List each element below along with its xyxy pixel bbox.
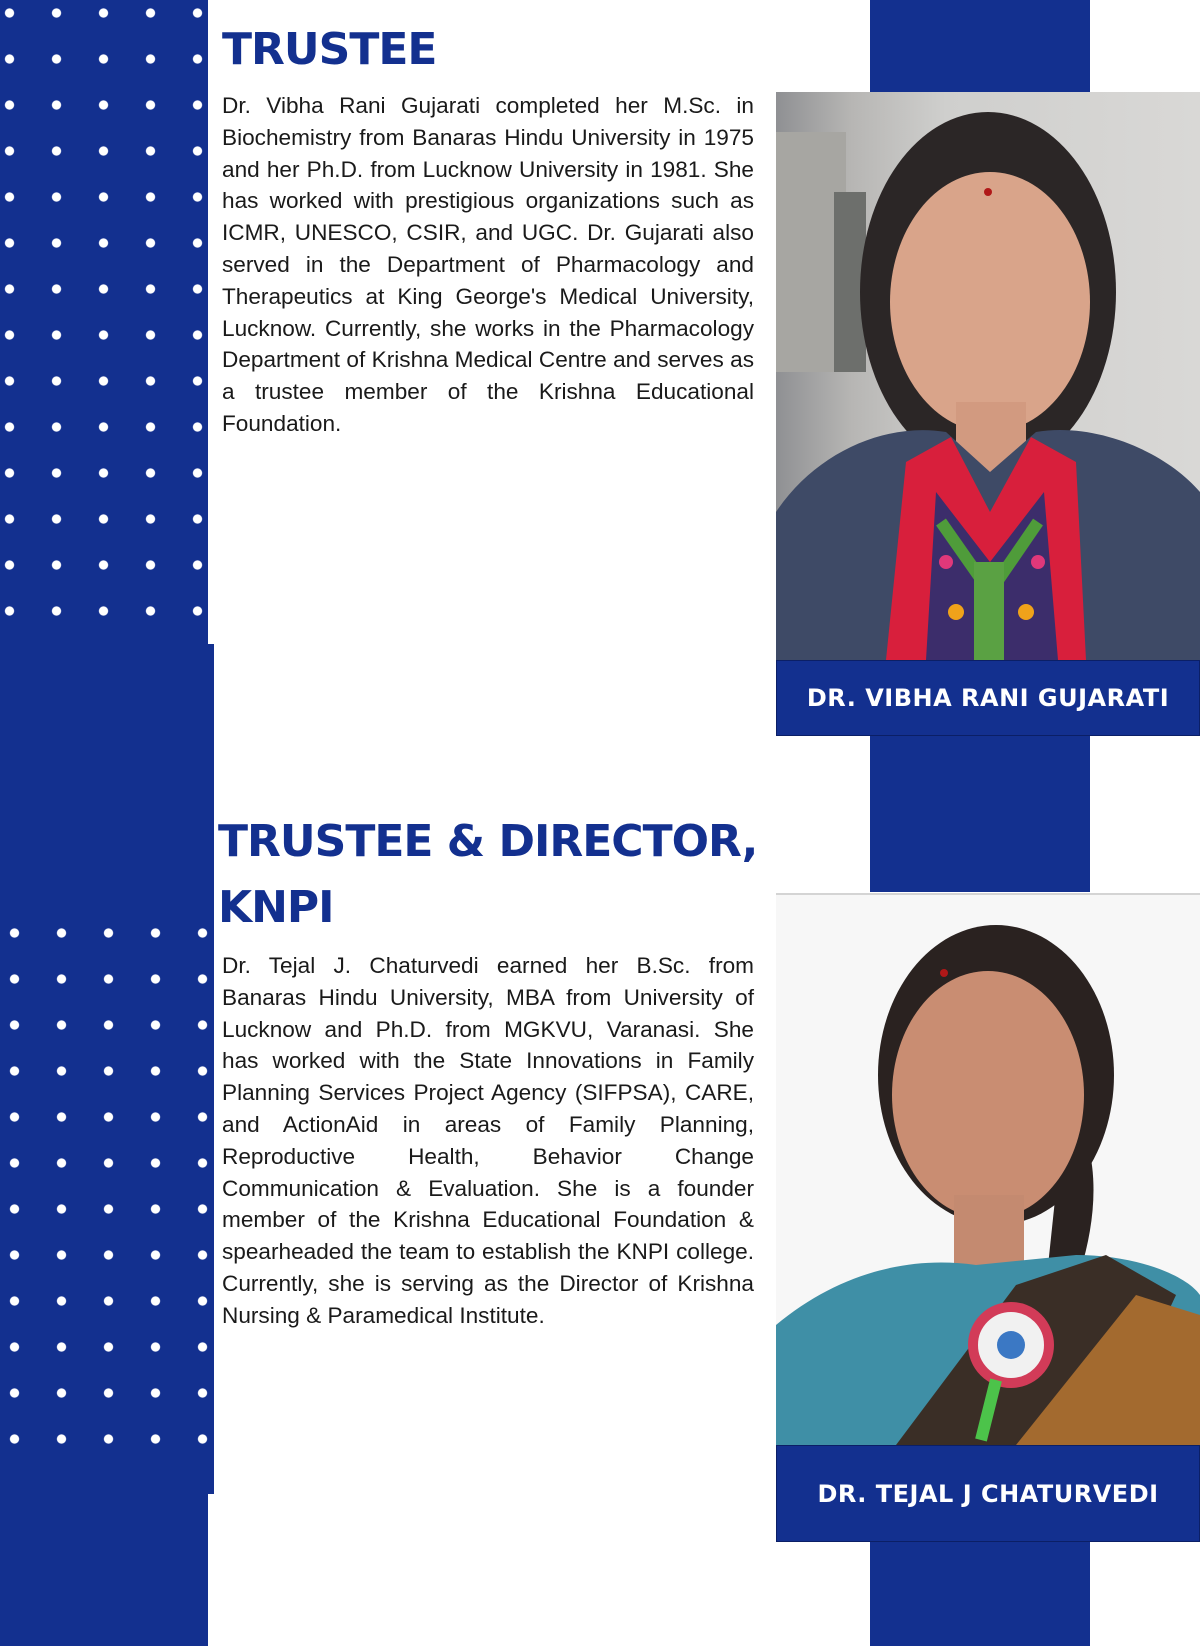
portrait-woman-1-icon: [776, 92, 1200, 660]
dot-pattern-top: [0, 0, 212, 622]
profile-2-photo: [776, 895, 1200, 1445]
profile-1-photo: [776, 92, 1200, 660]
right-blue-bar-top: [870, 0, 1090, 92]
profile-1-name-badge: DR. VIBHA RANI GUJARATI: [776, 660, 1200, 736]
portrait-woman-2-icon: [776, 895, 1200, 1445]
profile-2-name-badge: DR. TEJAL J CHATURVEDI: [776, 1445, 1200, 1542]
profile-2-heading-line2: KNPI: [218, 882, 334, 933]
profile-2-bio: Dr. Tejal J. Chaturvedi earned her B.Sc. from Banaras Hindu University, MBA from University of Lucknow and Ph.D. from MGKVU, Varanasi. She has worked with the State Innovations in Family Planning Services Project Agency (SIFPSA), CARE, and ActionAid in areas of Family Planning, Reproductive Health, Behavior Change Communication & Evaluation. She is a founder member of the Krishna Educational Foundation & spearheaded the team to establish the KNPI college. Currently, she is serving as the Director of Krishna Nursing & Paramedical Institute.: [222, 953, 754, 1328]
right-blue-bar-middle: [870, 736, 1090, 892]
right-blue-bar-bottom: [870, 1542, 1090, 1646]
profile-1-bio: Dr. Vibha Rani Gujarati completed her M.Sc. in Biochemistry from Banaras Hindu University in 1975 and her Ph.D. from Lucknow University in 1981. She has worked with prestigious organizations such as ICMR, UNESCO, CSIR, and UGC. Dr. Gujarati also served in the Department of Pharmacology and Therapeutics at King George's Medical University, Lucknow. Currently, she works in the Pharmacology Department of Krishna Medical Centre and serves as a trustee member of the Krishna Educational Foundation.: [222, 93, 754, 436]
left-blue-band-bottom: [0, 1494, 208, 1646]
dot-pattern-bottom: [0, 910, 213, 1450]
profile-2-heading-line1: TRUSTEE & DIRECTOR,: [218, 816, 758, 867]
profile-1-heading: TRUSTEE: [222, 24, 437, 75]
